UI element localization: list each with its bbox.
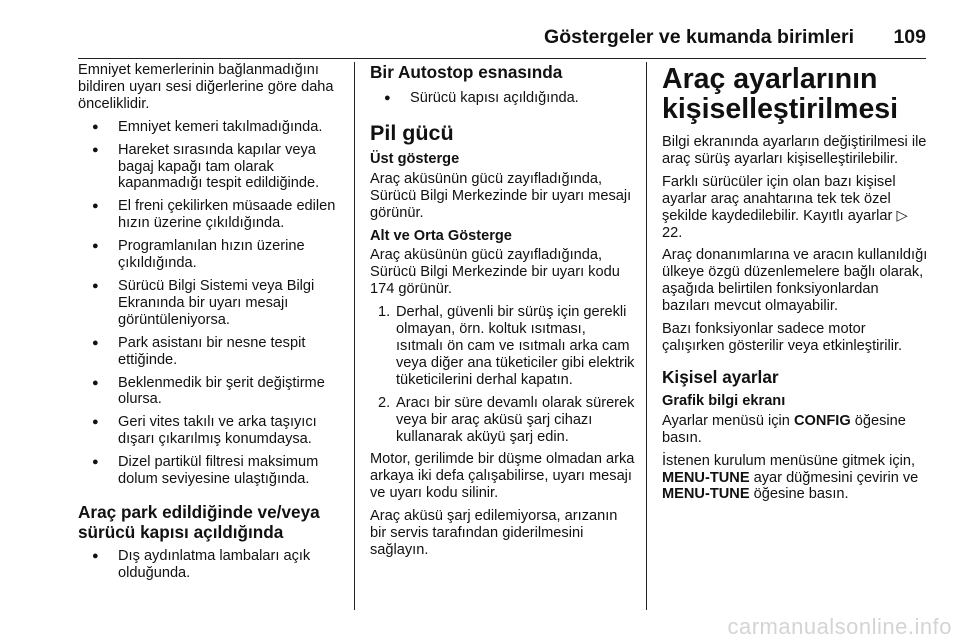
list-item: ● Emniyet kemeri takılmadığında.	[78, 119, 350, 136]
header-title: Göstergeler ve kumanda birimleri	[544, 26, 854, 48]
page-number: 109	[893, 26, 926, 48]
list-item: ● Programlanılan hızın üzerine çıkıldığında.	[78, 238, 350, 272]
list-item: ● Beklenmedik bir şerit değiştirme olursa.	[78, 375, 350, 409]
section-heading-personal: Kişisel ayarlar	[662, 366, 779, 387]
section-heading-parked: Araç park edildiğinde ve/veya sürücü kapısı açıldığında	[78, 501, 320, 542]
numbered-step	[370, 304, 636, 389]
header-divider	[78, 58, 926, 59]
battery-steps	[370, 304, 636, 445]
intro-paragraph: Emniyet kemerlerinin bağlanmadığını bildiren uyarı sesi diğerlerine göre daha önceliklidir.	[78, 62, 334, 112]
autostop-list	[370, 90, 636, 107]
paragraph: Araç donanımlarına ve aracın kullanıldığı ülkeye özgü düzenlemelere bağlı olarak, aşağıda belirtilen fonksiyonlardan bazıları mevcut olmayabilir.	[662, 247, 928, 315]
section-heading-battery: Pil gücü	[370, 120, 454, 145]
step-number: 1.	[378, 304, 391, 321]
paragraph: Ayarlar menüsü için CONFIG öğesine basın.	[662, 412, 906, 446]
paragraph: Bazı fonksiyonlar sadece motor çalışırken gösterilir veya etkinleştirilir.	[662, 321, 903, 354]
menu-tune-key: MENU-TUNE	[662, 486, 750, 503]
list-item: ● El freni çekilirken müsaade edilen hızın üzerine çıkıldığında.	[78, 198, 350, 232]
page-reference-arrow-icon: ▷	[896, 207, 908, 224]
step-text: Derhal, güvenli bir sürüş için gerekli olmayan, örn. koltuk ısıtması, ısıtmalı ön cam ve ısıtmalı arka cam veya diğer ana tüketiciler gibi elektrik tüketicilerini derhal kapatın.	[396, 304, 635, 388]
paragraph: Araç aküsünün gücü zayıfladığında, Sürücü Bilgi Merkezinde bir uyarı mesajı görünür.	[370, 170, 632, 221]
parked-list	[78, 548, 350, 582]
warning-chime-list	[78, 119, 350, 488]
list-item: ● Geri vites takılı ve arka taşıyıcı dışarı çıkarılmış konumdaysa.	[78, 414, 350, 448]
section-heading-autostop: Bir Autostop esnasında	[370, 62, 563, 82]
column-1	[78, 62, 350, 588]
menu-tune-key: MENU-TUNE	[662, 469, 750, 486]
subheading-graphic-display: Grafik bilgi ekranı	[662, 392, 786, 409]
list-item: ● Sürücü kapısı açıldığında.	[370, 90, 636, 107]
paragraph: İstenen kurulum menüsüne gitmek için, MENU-TUNE ayar düğmesini çevirin ve MENU-TUNE öğesine basın.	[662, 452, 919, 503]
page-header	[0, 26, 926, 56]
list-item: ● Sürücü Bilgi Sistemi veya Bilgi Ekranında bir uyarı mesajı görüntüleniyorsa.	[78, 278, 350, 329]
numbered-step	[370, 395, 636, 446]
list-item: ● Dış aydınlatma lambaları açık olduğunda.	[78, 548, 350, 582]
paragraph: Motor, gerilimde bir düşme olmadan arka arkaya iki defa çalışabilirse, uyarı mesajı ve uyarı kodu silinir.	[370, 451, 635, 502]
column-2	[370, 62, 636, 565]
config-key: CONFIG	[793, 412, 851, 429]
column-3	[662, 62, 930, 509]
subheading-lower-display: Alt ve Orta Gösterge	[370, 227, 512, 244]
step-number: 2.	[378, 394, 391, 411]
list-item: ● Park asistanı bir nesne tespit ettiğinde.	[78, 335, 350, 369]
subheading-upper-display: Üst gösterge	[370, 150, 460, 167]
paragraph: Araç aküsü şarj edilemiyorsa, arızanın bir servis tarafından giderilmesini sağlayın.	[370, 508, 618, 558]
paragraph: Bilgi ekranında ayarların değiştirilmesi ile araç sürüş ayarları kişiselleştirilebilir.	[662, 134, 927, 167]
column-divider-2	[646, 62, 647, 610]
page-section-title: Araç ayarlarının kişiselleştirilmesi	[662, 63, 899, 125]
watermark: carmanualsonline.info	[727, 614, 952, 639]
list-item: ● Dizel partikül filtresi maksimum dolum seviyesine ulaştığında.	[78, 454, 350, 488]
page-reference-link[interactable]: 22.	[662, 224, 683, 241]
list-item: ● Hareket sırasında kapılar veya bagaj kapağı tam olarak kapanmadığı tespit edildiğinde.	[78, 142, 350, 193]
step-text: Aracı bir süre devamlı olarak sürerek veya bir araç aküsü şarj cihazı kullanarak aküyü şarj edin.	[396, 394, 635, 445]
paragraph: Farklı sürücüler için olan bazı kişisel ayarlar araç anahtarına tek tek özel şekilde kaydedilebilir. Kayıtlı ayarlar ▷ 22.	[662, 173, 908, 241]
column-divider-1	[354, 62, 355, 610]
paragraph: Araç aküsünün gücü zayıfladığında, Sürücü Bilgi Merkezinde bir uyarı kodu 174 görünür.	[370, 247, 620, 298]
